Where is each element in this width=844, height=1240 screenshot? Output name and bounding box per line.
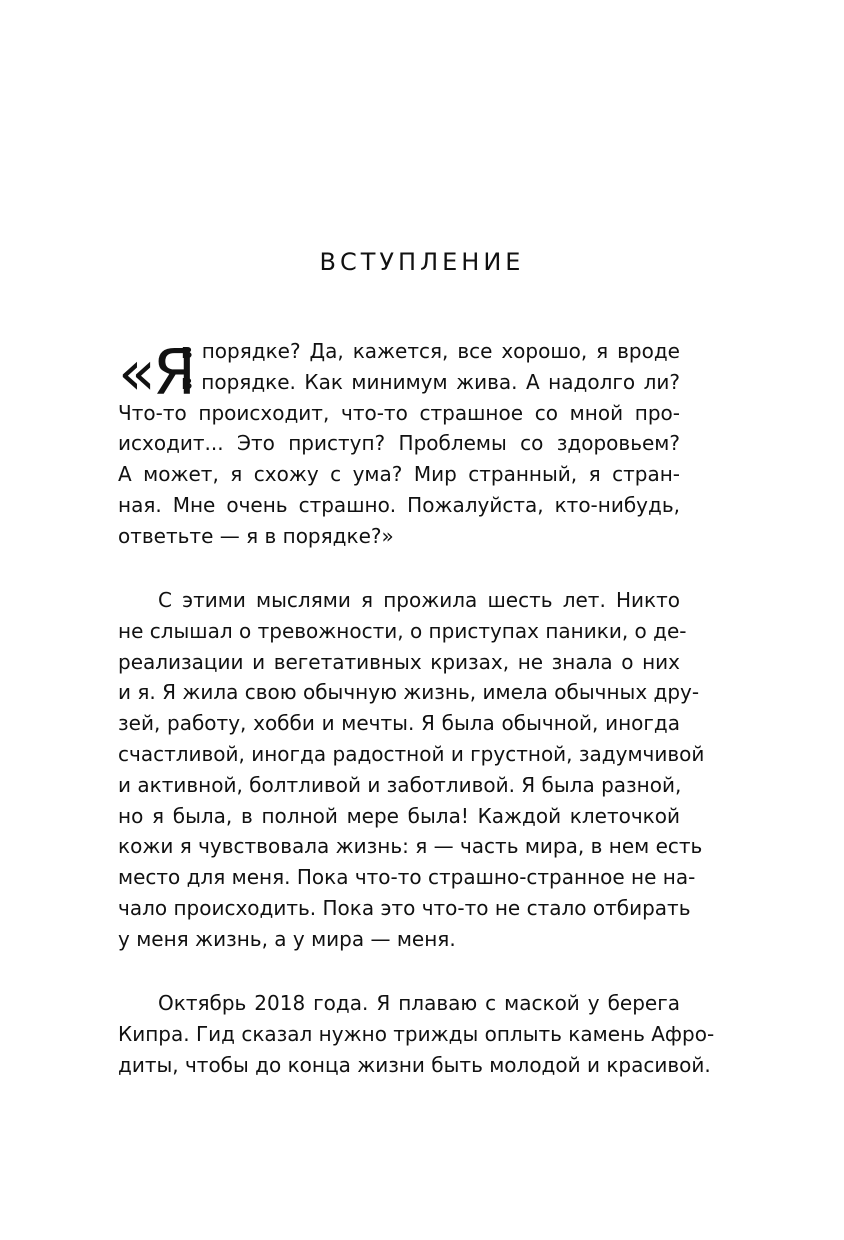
text-line: у меня жизнь, а у мира — меня. (118, 926, 456, 951)
chapter-heading: ВСТУПЛЕНИЕ (319, 248, 525, 276)
text-line: и я. Я жила свою обычную жизнь, имела обычных дру- (118, 680, 700, 705)
text-line: ответьте — я в порядке?» (118, 523, 394, 548)
text-line: место для меня. Пока что-то страшно-странное не на- (118, 865, 696, 890)
paragraph (118, 988, 715, 1080)
text-line: в порядке. Как минимум жива. А надолго ли? (181, 369, 680, 394)
drop-cap: «Я (118, 336, 194, 409)
text-line: в порядке? Да, кажется, все хорошо, я вроде (181, 339, 680, 363)
text-line: исходит... Это приступ? Проблемы со здоровьем? (118, 431, 680, 456)
text-line: чало происходить. Пока это что-то не стало отбирать (118, 895, 691, 920)
text-line: С этими мыслями я прожила шесть лет. Никто (158, 588, 680, 612)
text-line: зей, работу, хобби и мечты. Я была обычной, иногда (118, 711, 680, 736)
text-line: но я была, в полной мере была! Каждой клеточкой (118, 803, 680, 828)
text-line: счастливой, иногда радостной и грустной, задумчивой (118, 741, 705, 766)
text-line: не слышал о тревожности, о приступах паники, о де- (118, 618, 687, 643)
paragraph (118, 585, 705, 955)
text-line: реализации и вегетативных кризах, не знала о них (118, 649, 680, 674)
text-line: ная. Мне очень страшно. Пожалуйста, кто-нибудь, (118, 492, 680, 517)
text-line: кожи я чувствовала жизнь: я — часть мира, в нем есть (118, 834, 703, 859)
epigraph-quote (118, 336, 680, 552)
text-line: Кипра. Гид сказал нужно трижды оплыть камень Афро- (118, 1021, 715, 1046)
text-line: А может, я схожу с ума? Мир странный, я стран- (118, 462, 680, 487)
text-line: Что-то происходит, что-то страшное со мной про- (118, 400, 680, 425)
text-line: и активной, болтливой и заботливой. Я была разной, (118, 772, 682, 797)
text-line: диты, чтобы до конца жизни быть молодой и красивой. (118, 1052, 711, 1077)
text-line: Октябрь 2018 года. Я плаваю с маской у берега (158, 991, 680, 1015)
